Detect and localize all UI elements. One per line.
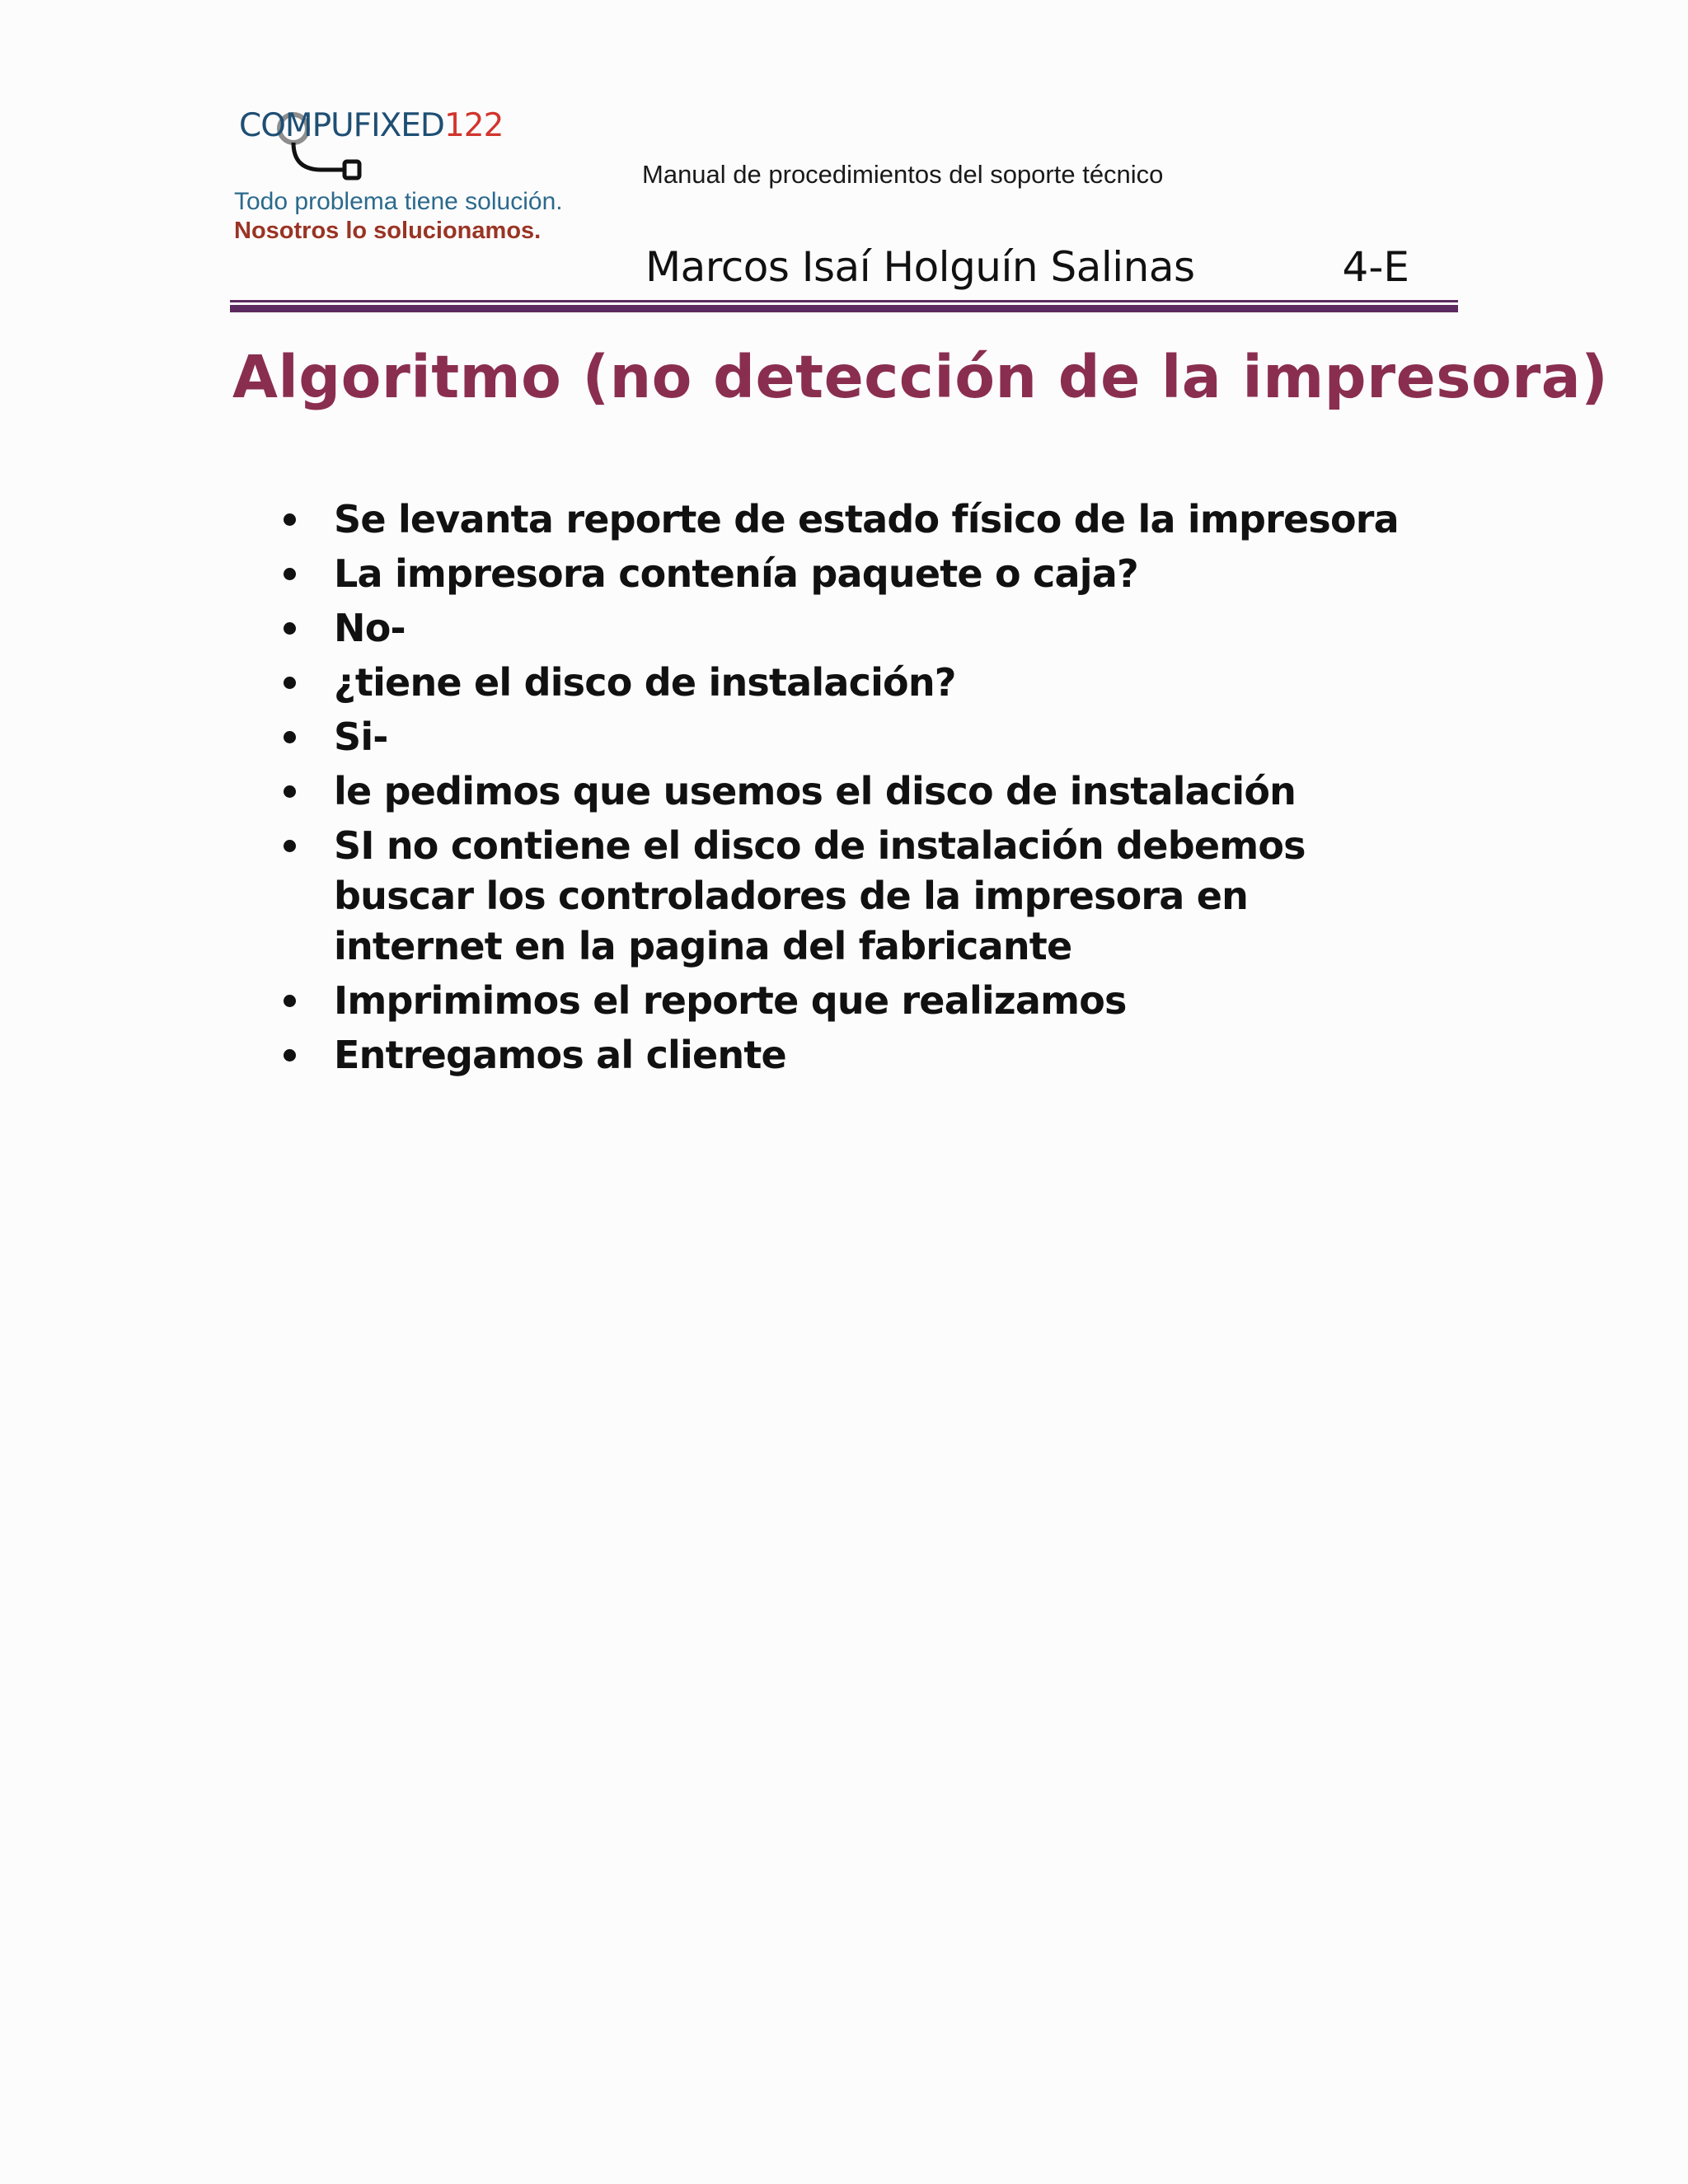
tagline-line-2: Nosotros lo solucionamos. (234, 218, 542, 244)
step-text: Entregamos al cliente (334, 1033, 786, 1077)
bullet-icon (284, 568, 296, 580)
list-item (284, 766, 1421, 817)
bullet-icon (284, 731, 296, 743)
page-heading: Algoritmo (no detección de la impresora) (232, 343, 1609, 411)
step-text: Imprimimos el reporte que realizamos (334, 978, 1127, 1023)
manual-title: Manual de procedimientos del soporte técnico (642, 160, 1164, 189)
group-label: 4-E (1342, 243, 1409, 291)
step-text: SI no contiene el disco de instalación debemos buscar los controladores de la impresora en internet en la pagina del fabricante (334, 823, 1306, 968)
header-rule-thick (230, 305, 1458, 312)
company-logo (239, 92, 528, 187)
list-item (284, 821, 1421, 972)
bullet-icon (284, 840, 296, 852)
step-text: le pedimos que usemos el disco de instalación (334, 769, 1296, 813)
bullet-icon (284, 785, 296, 798)
list-item (284, 1030, 1421, 1080)
step-text: Se levanta reporte de estado físico de la impresora (334, 497, 1399, 541)
logo-wordmark (239, 107, 503, 144)
bullet-icon (284, 513, 296, 526)
list-item (284, 603, 1421, 654)
header-rule-thin (230, 300, 1458, 302)
step-text: La impresora contenía paquete o caja? (334, 551, 1138, 596)
bullet-icon (284, 622, 296, 635)
list-item (284, 976, 1421, 1026)
bullet-icon (284, 1049, 296, 1062)
algorithm-steps-list (284, 494, 1421, 1085)
step-text: Si- (334, 715, 388, 759)
list-item (284, 494, 1421, 545)
logo-word: COMPUFIXED (239, 107, 444, 144)
step-text: ¿tiene el disco de instalación? (334, 660, 956, 705)
author-name: Marcos Isaí Holguín Salinas (645, 243, 1195, 291)
list-item (284, 712, 1421, 762)
list-item (284, 658, 1421, 708)
logo-number: 122 (443, 107, 504, 144)
step-text: No- (334, 606, 406, 650)
list-item (284, 549, 1421, 599)
tagline-line-1: Todo problema tiene solución. (234, 188, 563, 215)
bullet-icon (284, 677, 296, 689)
bullet-icon (284, 995, 296, 1007)
